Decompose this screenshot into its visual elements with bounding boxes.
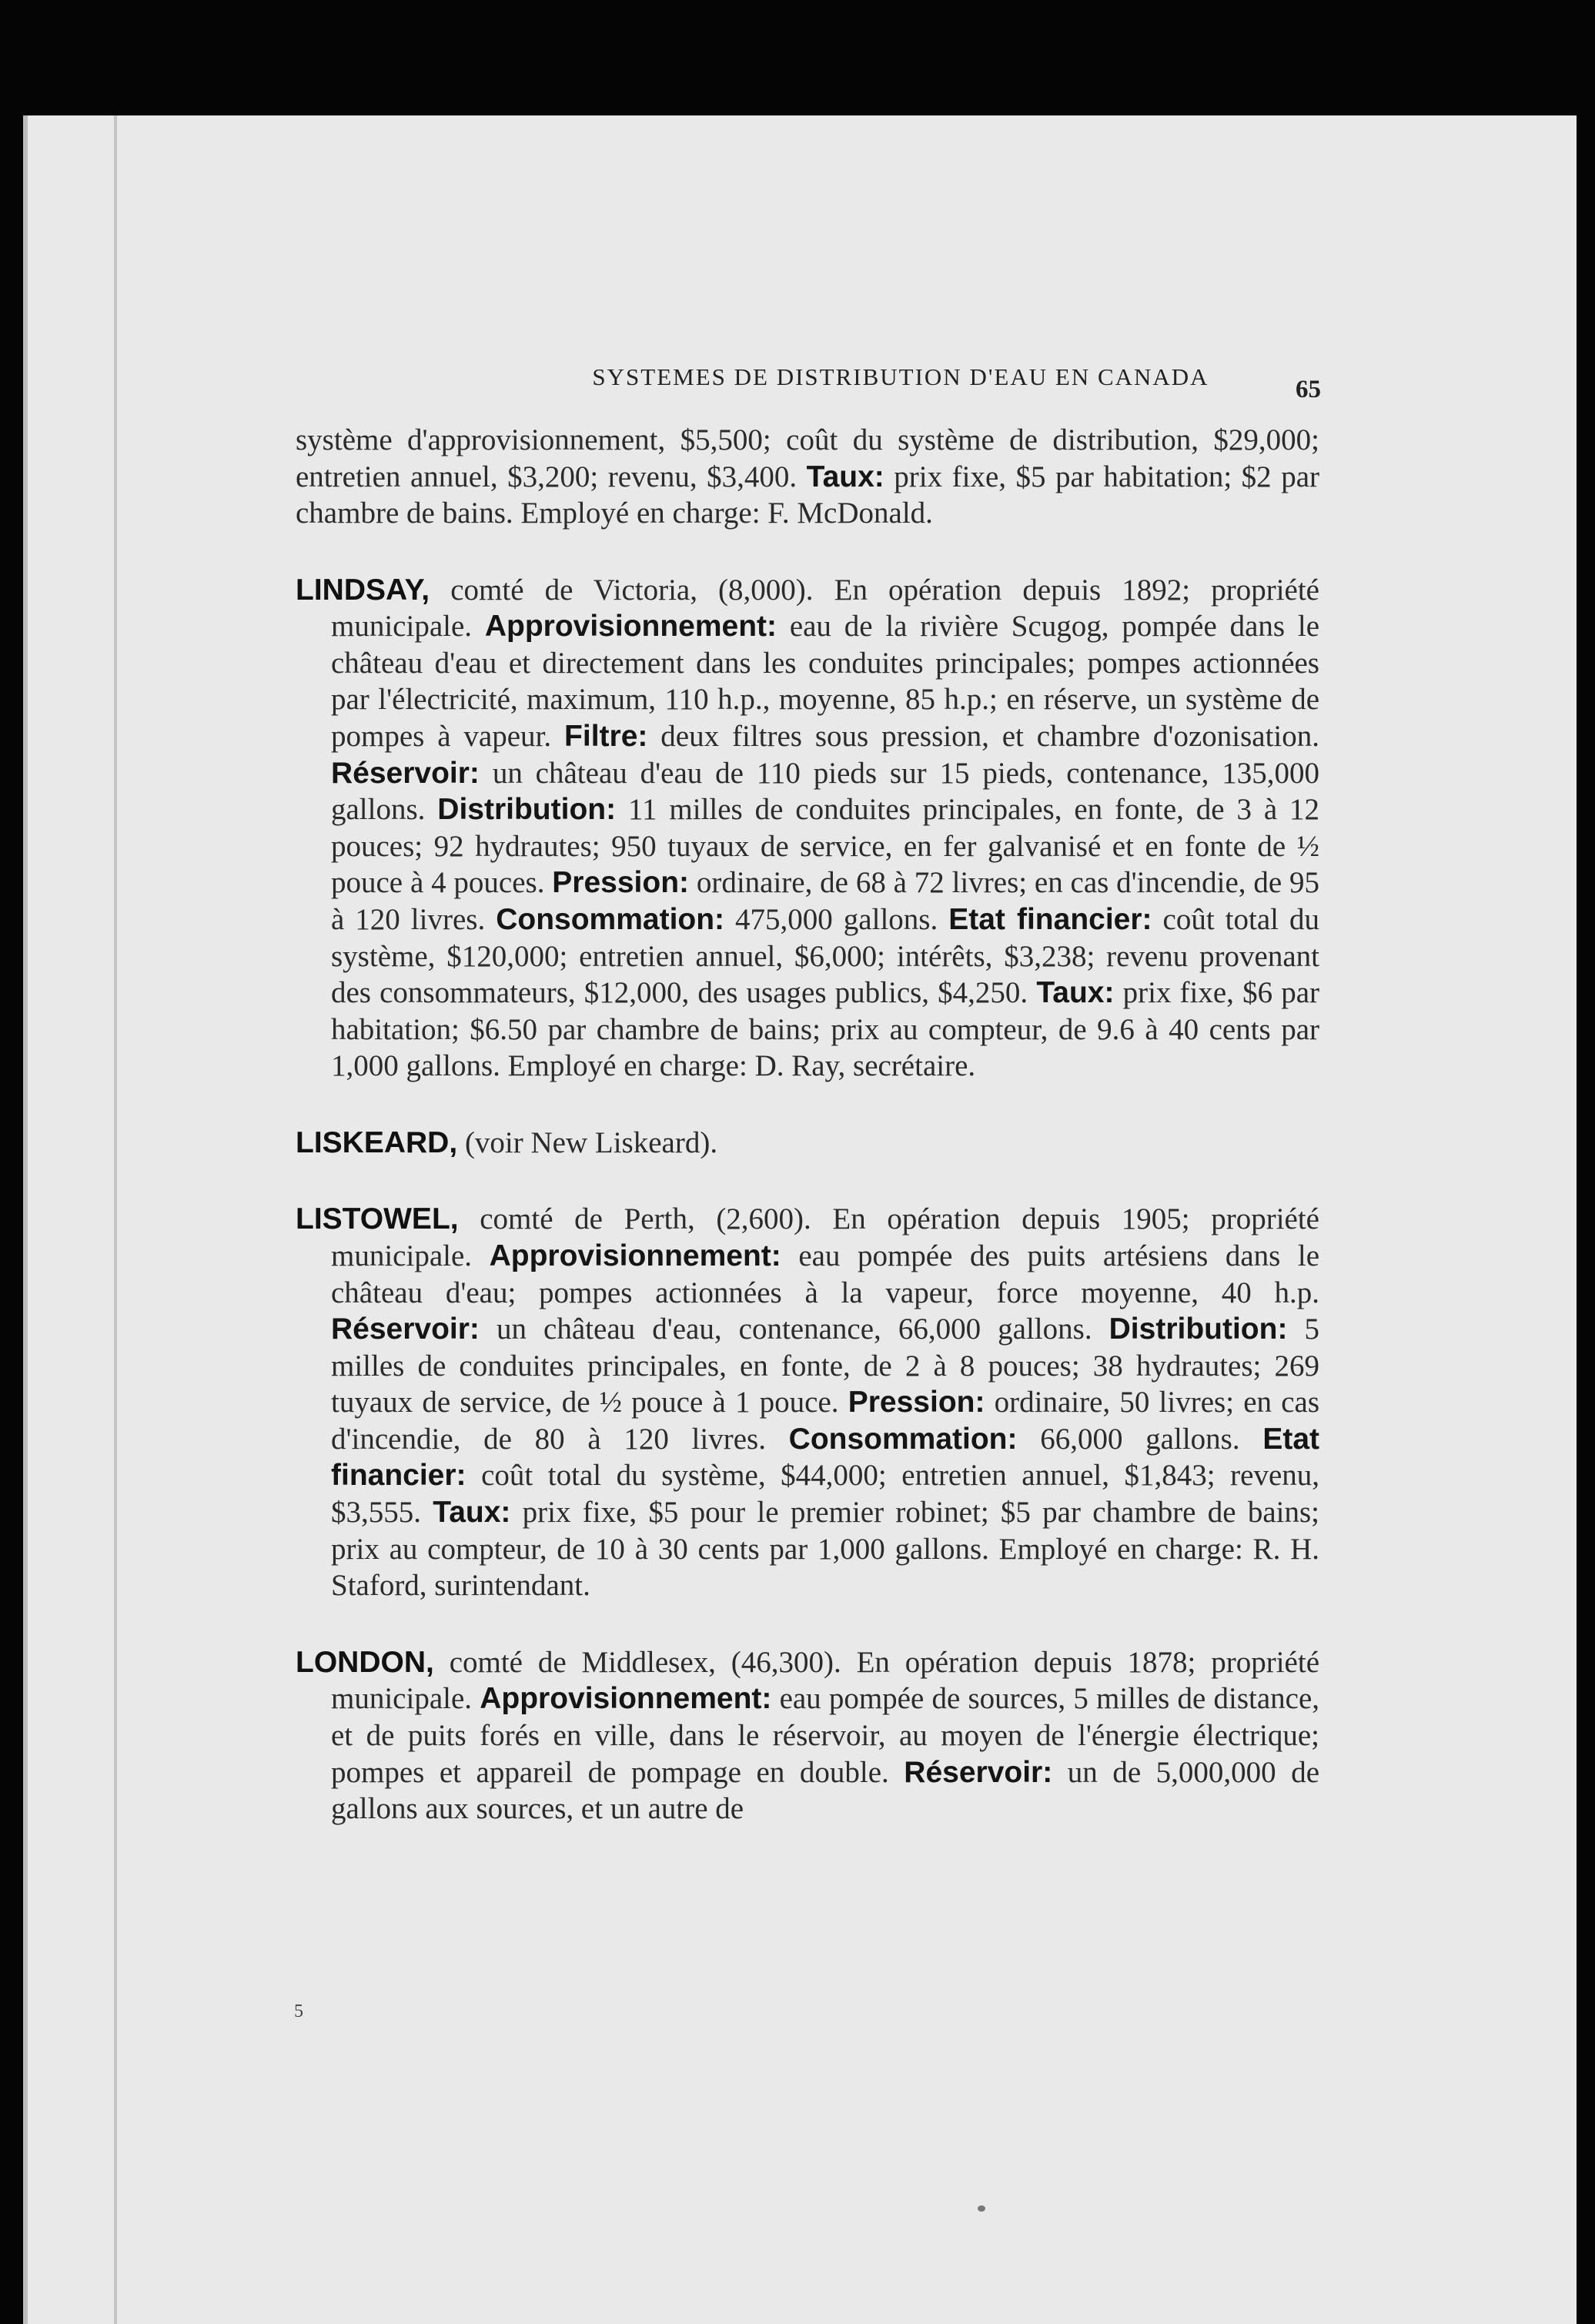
entry-name-london: LONDON,: [296, 1645, 434, 1679]
cont-taux-text: prix fixe, $5 par habitation; $2 par chambre de bains. Employé en charge: F. McDonald.: [296, 460, 1319, 530]
entry-name-liskeard: LISKEARD,: [296, 1125, 458, 1159]
lindsay-intro: comté de Victoria, (8,000). En opération depuis 1892; propriété municipale.: [331, 573, 1319, 644]
listowel-text-distribution: 5 milles de conduites principales, en fonte, de 2 à 8 pouces; 38 hydrautes; 269 tuyaux de service, de ½ pouce à 1 pouce.: [331, 1312, 1319, 1419]
lindsay-text-distribution: 11 milles de conduites principales, en fonte, de 3 à 12 pouces; 92 hydrautes; 950 tuyaux de service, en fer galvanisé et en fonte de ½ pouce à 4 pouces.: [331, 793, 1320, 900]
listowel-text-reservoir: un château d'eau, contenance, 66,000 gallons.: [497, 1312, 1092, 1346]
lindsay-text-etat-financier: coût total du système, $120,000; entretien annuel, $6,000; intérêts, $3,238; revenu provenant des consommateurs, $12,000, des usages publics, $4,250.: [331, 902, 1319, 1010]
listowel-text-taux: prix fixe, $5 pour le premier robinet; $5 par chambre de bains; prix au compteur, de 10 à 30 cents par 1,000 gallons. Employé en charge: R. H. Staford, surintendant.: [331, 1496, 1319, 1603]
lindsay-label-reservoir: Réservoir:: [331, 756, 480, 790]
listowel-text-pression: ordinaire, 50 livres; en cas d'incendie, de 80 à 120 livres.: [331, 1386, 1320, 1456]
listowel-text-approvisionnement: eau pompée des puits artésiens dans le château d'eau; pompes actionnées à la vapeur, force moyenne, 40 h.p.: [331, 1239, 1320, 1309]
london-label-reservoir: Réservoir:: [904, 1755, 1053, 1789]
london-text-reservoir: un de 5,000,000 de gallons aux sources, et un autre de: [331, 1755, 1320, 1826]
lindsay-label-consommation: Consommation:: [496, 902, 725, 936]
lindsay-label-taux: Taux:: [1036, 976, 1115, 1010]
signature-mark: 5: [294, 2001, 303, 2021]
entry-liskeard: [296, 1125, 1319, 1162]
lindsay-label-approvisionnement: Approvisionnement:: [484, 610, 777, 644]
entry-name-listowel: LISTOWEL,: [296, 1202, 459, 1236]
lindsay-text-pression: ordinaire, de 68 à 72 livres; en cas d'incendie, de 95 à 120 livres.: [331, 866, 1319, 936]
listowel-intro: comté de Perth, (2,600). En opération depuis 1905; propriété municipale.: [331, 1202, 1319, 1272]
cont-taux-label: Taux:: [806, 460, 884, 493]
liskeard-text: (voir New Liskeard).: [464, 1125, 718, 1159]
page-number: 65: [1296, 376, 1321, 403]
lindsay-label-pression: Pression:: [552, 866, 690, 900]
lindsay-label-distribution: Distribution:: [437, 793, 617, 827]
listowel-label-approvisionnement: Approvisionnement:: [489, 1239, 781, 1272]
listowel-text-consommation: 66,000 gallons.: [1040, 1422, 1240, 1456]
listowel-label-etat-financier: Etat financier:: [331, 1422, 1319, 1493]
body-text: [296, 422, 1319, 1827]
entry-london: [296, 1644, 1319, 1827]
cont-text: système d'approvisionnement, $5,500; coût du système de distribution, $29,000; entretien annuel, $3,200; revenu, $3,400.: [296, 423, 1319, 493]
listowel-label-reservoir: Réservoir:: [331, 1312, 480, 1346]
listowel-label-consommation: Consommation:: [788, 1422, 1018, 1456]
listowel-label-pression: Pression:: [848, 1386, 985, 1419]
entry-listowel: [296, 1201, 1319, 1603]
london-label-approvisionnement: Approvisionnement:: [480, 1682, 772, 1716]
ink-smudge: [978, 2205, 985, 2212]
lindsay-text-taux: prix fixe, $6 par habitation; $6.50 par chambre de bains; prix au compteur, de 9.6 à 40 cents par 1,000 gallons. Employé en charge: D. Ray, secrétaire.: [331, 976, 1319, 1083]
lindsay-text-reservoir: un château d'eau de 110 pieds sur 15 pieds, contenance, 135,000 gallons.: [331, 756, 1320, 827]
entry-lindsay: [296, 572, 1319, 1085]
entry-name-lindsay: LINDSAY,: [296, 573, 430, 607]
page-gutter-shadow: [114, 115, 117, 2324]
london-text-approvisionnement: eau pompée de sources, 5 milles de distance, et de puits forés en ville, dans le réservoir, au moyen de l'énergie électrique; pompes et appareil de pompage en double.: [331, 1682, 1320, 1789]
listowel-text-etat-financier: coût total du système, $44,000; entretien annuel, $1,843; revenu, $3,555.: [331, 1459, 1320, 1530]
listowel-label-distribution: Distribution:: [1108, 1312, 1288, 1346]
lindsay-label-filtre: Filtre:: [564, 720, 648, 754]
london-intro: comté de Middlesex, (46,300). En opération depuis 1878; propriété municipale.: [331, 1645, 1320, 1716]
lindsay-text-consommation: 475,000 gallons.: [735, 902, 938, 936]
continued-paragraph: [296, 422, 1319, 532]
lindsay-text-approvisionnement: eau de la rivière Scugog, pompée dans le château d'eau et directement dans les conduites principales; pompes actionnées par l'électricité, maximum, 110 h.p., moyenne, 85 h.p.; en réserve, un système de pompes à vapeur.: [331, 610, 1320, 754]
lindsay-text-filtre: deux filtres sous pression, et chambre d'ozonisation.: [660, 720, 1320, 754]
running-header: SYSTEMES DE DISTRIBUTION D'EAU EN CANADA: [592, 363, 1209, 390]
lindsay-label-etat-financier: Etat financier:: [948, 902, 1152, 936]
listowel-label-taux: Taux:: [433, 1496, 511, 1530]
